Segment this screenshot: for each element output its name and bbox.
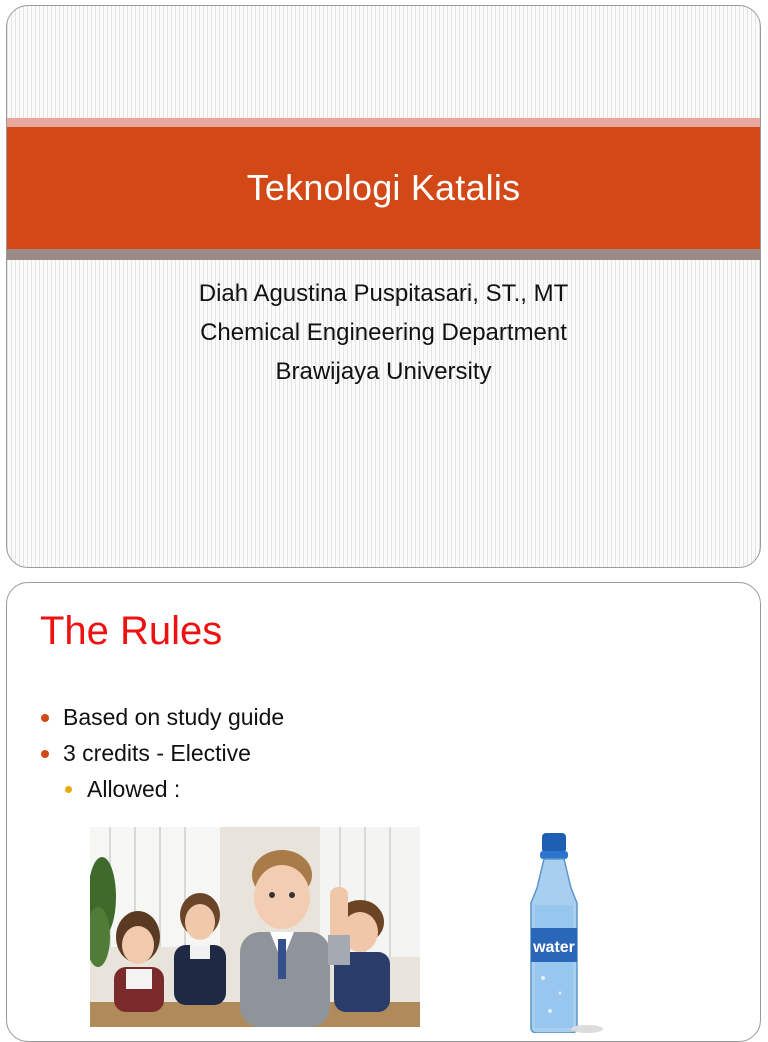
bullet-dot-icon [41, 750, 49, 758]
bullet-dot-icon [41, 714, 49, 722]
rules-bullet-list [41, 699, 284, 807]
sub-bullet-item [65, 771, 284, 807]
students-illustration-icon [90, 827, 420, 1027]
university-name: Brawijaya University [275, 358, 492, 385]
sub-bullet-dot-icon [65, 786, 72, 793]
accent-band-top [7, 118, 760, 127]
title-slide [6, 5, 761, 568]
bottle-label: water [533, 939, 575, 956]
water-bottle-icon [515, 833, 605, 1033]
accent-band-bottom [7, 249, 760, 260]
title-band [7, 127, 760, 249]
author-name: Diah Agustina Puspitasari, ST., MT [198, 280, 569, 307]
bullet-item [41, 699, 284, 735]
slide-title: Teknologi Katalis [246, 167, 521, 208]
bullet-text: Allowed : [87, 776, 181, 802]
rules-slide [6, 582, 761, 1042]
students-photo [90, 827, 420, 1027]
rules-title: The Rules [40, 609, 223, 653]
bullet-item [41, 735, 284, 771]
department-name: Chemical Engineering Department [200, 319, 567, 346]
bullet-text: Based on study guide [63, 704, 285, 730]
bullet-text: 3 credits - Elective [63, 740, 251, 766]
slide-subtitle [7, 274, 760, 391]
